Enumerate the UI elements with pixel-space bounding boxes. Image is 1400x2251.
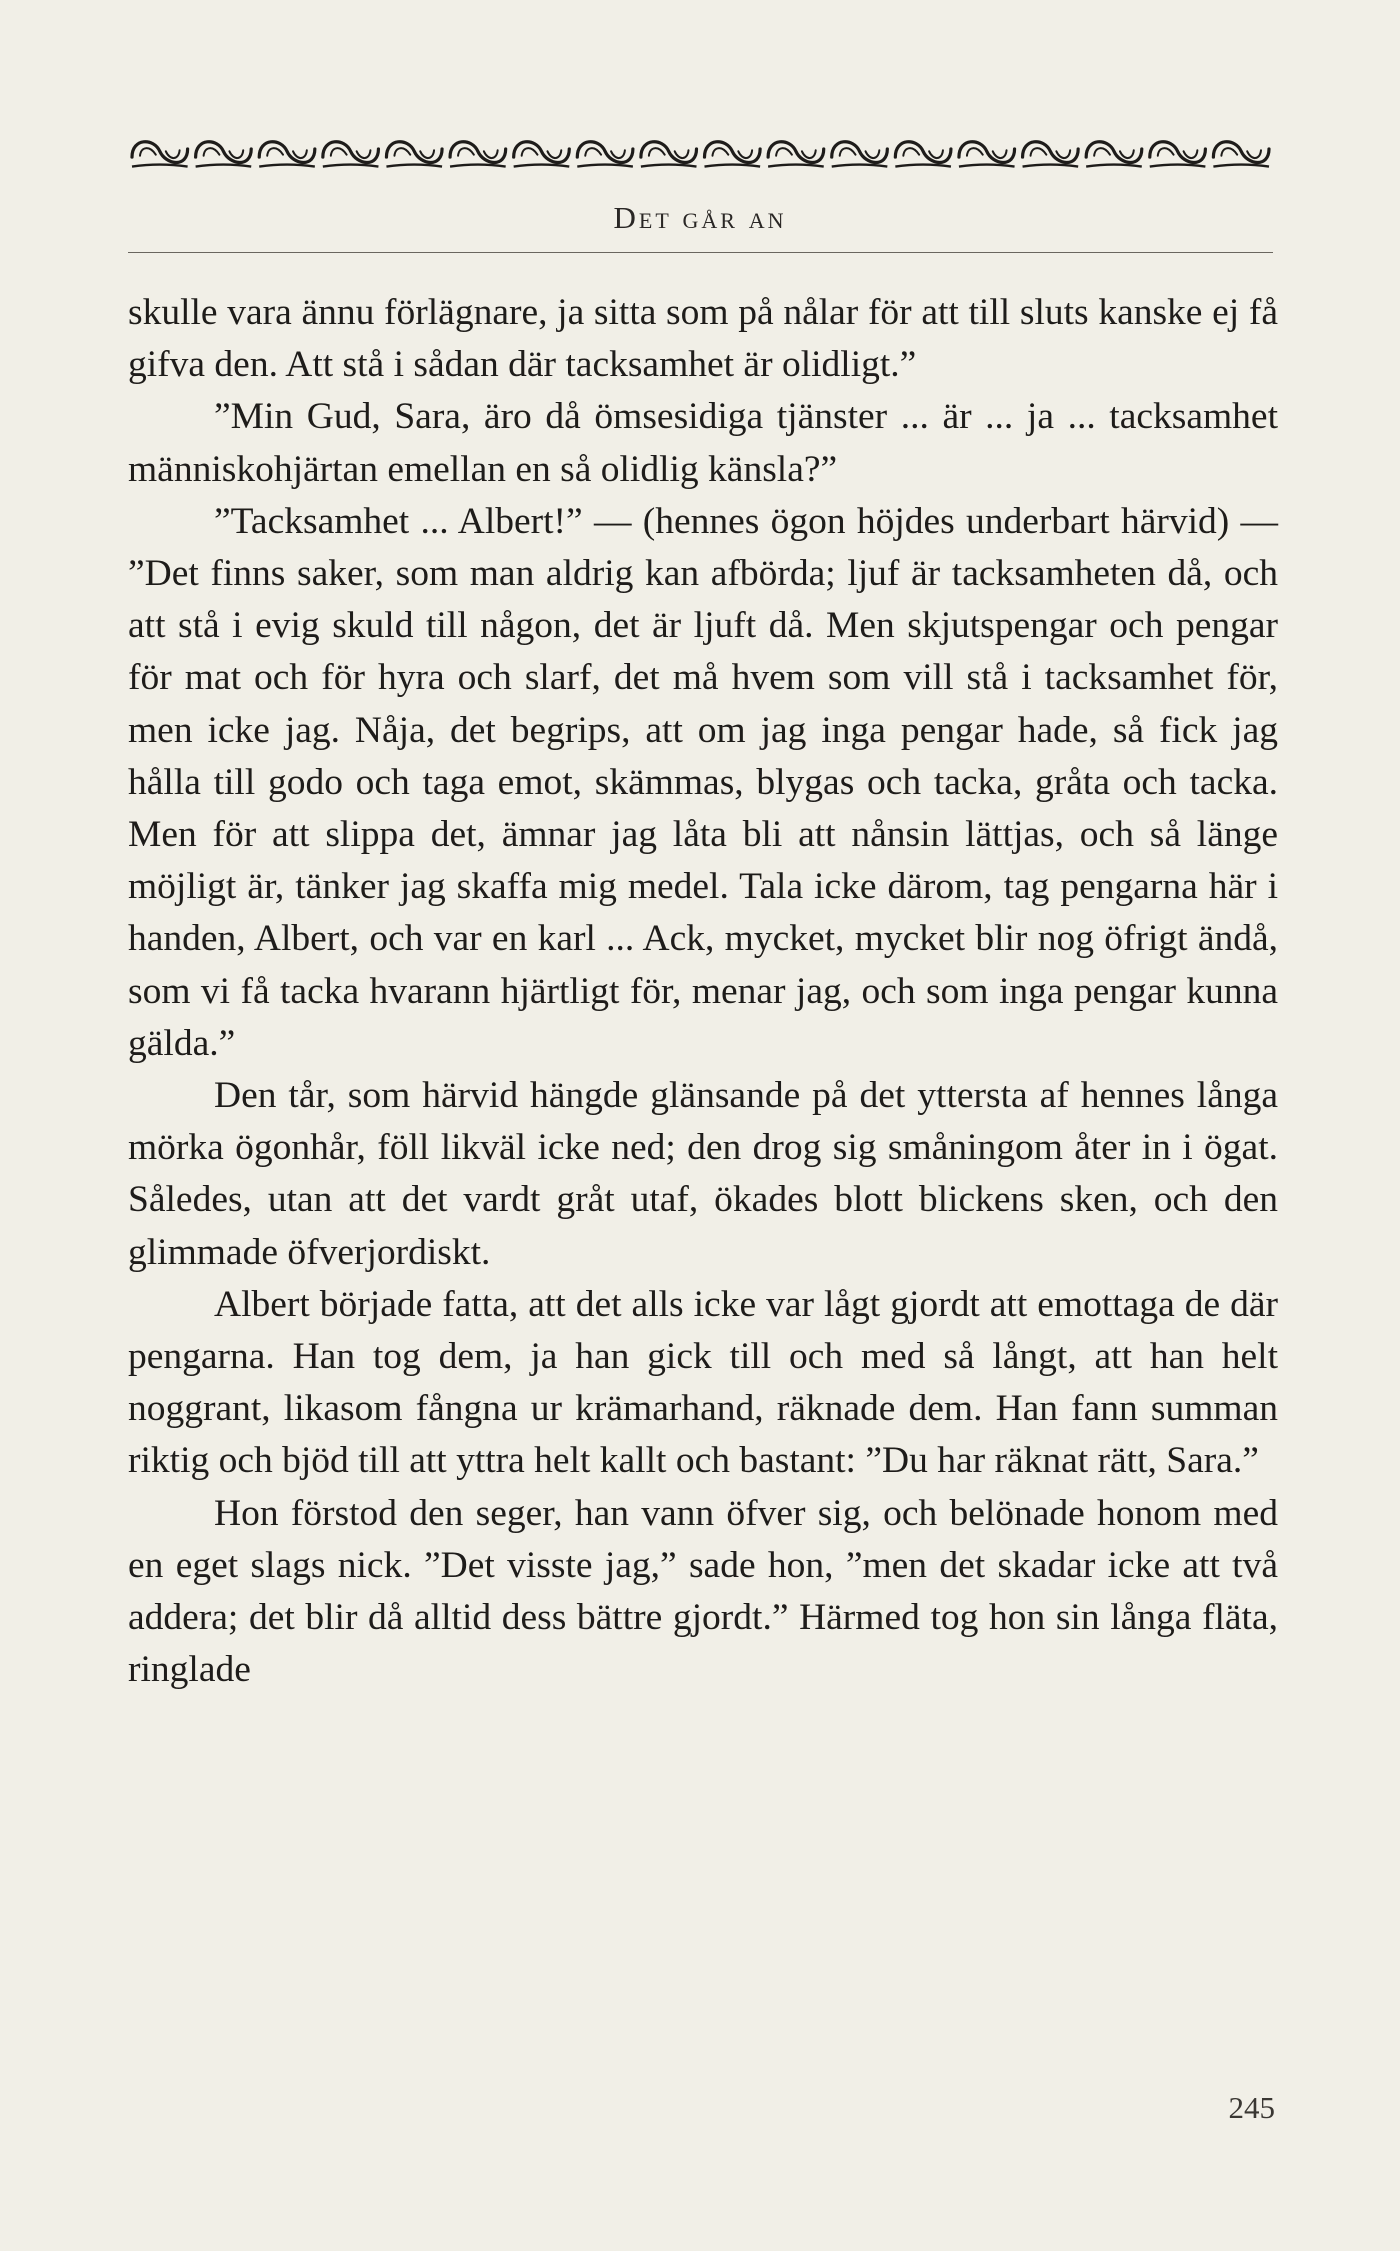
ornament-motif: [959, 142, 1015, 167]
ornament-motif: [196, 142, 252, 167]
ornament-motif: [895, 142, 951, 167]
header-rule: [128, 252, 1273, 253]
ornament-motif: [832, 142, 888, 167]
scroll-wave-ornament-icon: [128, 136, 1273, 170]
paragraph: Den tår, som härvid hängde glänsande på det yttersta af hennes långa mörka ögonhår, föll likväl icke ned; den drog sig småningom åter in i ögat. Således, utan att det vardt gråt utaf, ökades blott blickens sken, och den glimmade öfverjordiskt.: [128, 1075, 1278, 1273]
ornament-motif: [1086, 142, 1142, 167]
paragraph: Albert började fatta, att det alls icke var lågt gjordt att emottaga de där pengarna. Han tog dem, ja han gick till och med så långt, att han helt noggrant, likasom fångna ur krämarhand, räknade dem. Han fann summan riktig och bjöd till att yttra helt kallt och bastant: ”Du har räknat rätt, Sara.”: [128, 1283, 1278, 1482]
paragraph: ”Tacksamhet ... Albert!” — (hennes ögon höjdes underbart härvid) — ”Det finns saker, som man aldrig kan afbörda; ljuf är tacksamheten då, och att stå i evig skuld till någon, det är ljuft då. Men skjutspengar och pengar för mat och för hyra och slarf, det må hvem som vill stå i tacksamhet för, men icke jag. Nåja, det begrips, att om jag inga pengar hade, så fick jag hålla till godo och taga emot, skämmas, blygas och tacka, gråta och tacka. Men för att slippa det, ämnar jag låta bli att nånsin lättjas, och så länge möjligt är, tänker jag skaffa mig medel. Tala icke därom, tag pengarna här i handen, Albert, och var en karl ... Ack, mycket, mycket blir nog öfrigt ändå, som vi få tacka hvarann hjärtligt för, menar jag, och som inga pengar kunna gälda.”: [128, 500, 1278, 1064]
ornament-motif: [705, 142, 761, 167]
ornament-motif: [1023, 142, 1079, 167]
paragraph: skulle vara ännu förlägnare, ja sitta som på nålar för att till sluts kanske ej få gifva den. Att stå i sådan där tacksamhet är olidligt.”: [128, 292, 1278, 386]
ornament-motif: [768, 142, 824, 167]
ornament-motif: [1213, 142, 1269, 167]
ornament-motif: [450, 142, 506, 167]
running-head: Det går an: [613, 200, 787, 235]
body-text: [128, 287, 1278, 1696]
ornament-motif: [1150, 142, 1206, 167]
paragraph: Hon förstod den seger, han vann öfver sig, och belönade honom med en eget slags nick. ”Det visste jag,” sade hon, ”men det skadar icke att två addera; det blir då alltid dess bättre gjordt.” Härmed tog hon sin långa fläta, ringlade: [128, 1492, 1278, 1691]
ornament-motif: [259, 142, 315, 167]
ornament-motif: [323, 142, 379, 167]
ornament-motif: [641, 142, 697, 167]
ornament-motif: [132, 142, 188, 167]
ornament-motif: [386, 142, 442, 167]
page-number: 245: [1228, 2090, 1275, 2125]
ornament-motif: [514, 142, 570, 167]
paragraph: ”Min Gud, Sara, äro då ömsesidiga tjänster ... är ... ja ... tacksamhet människohjärtan emellan en så olidlig känsla?”: [128, 396, 1278, 490]
ornament-motif: [577, 142, 633, 167]
